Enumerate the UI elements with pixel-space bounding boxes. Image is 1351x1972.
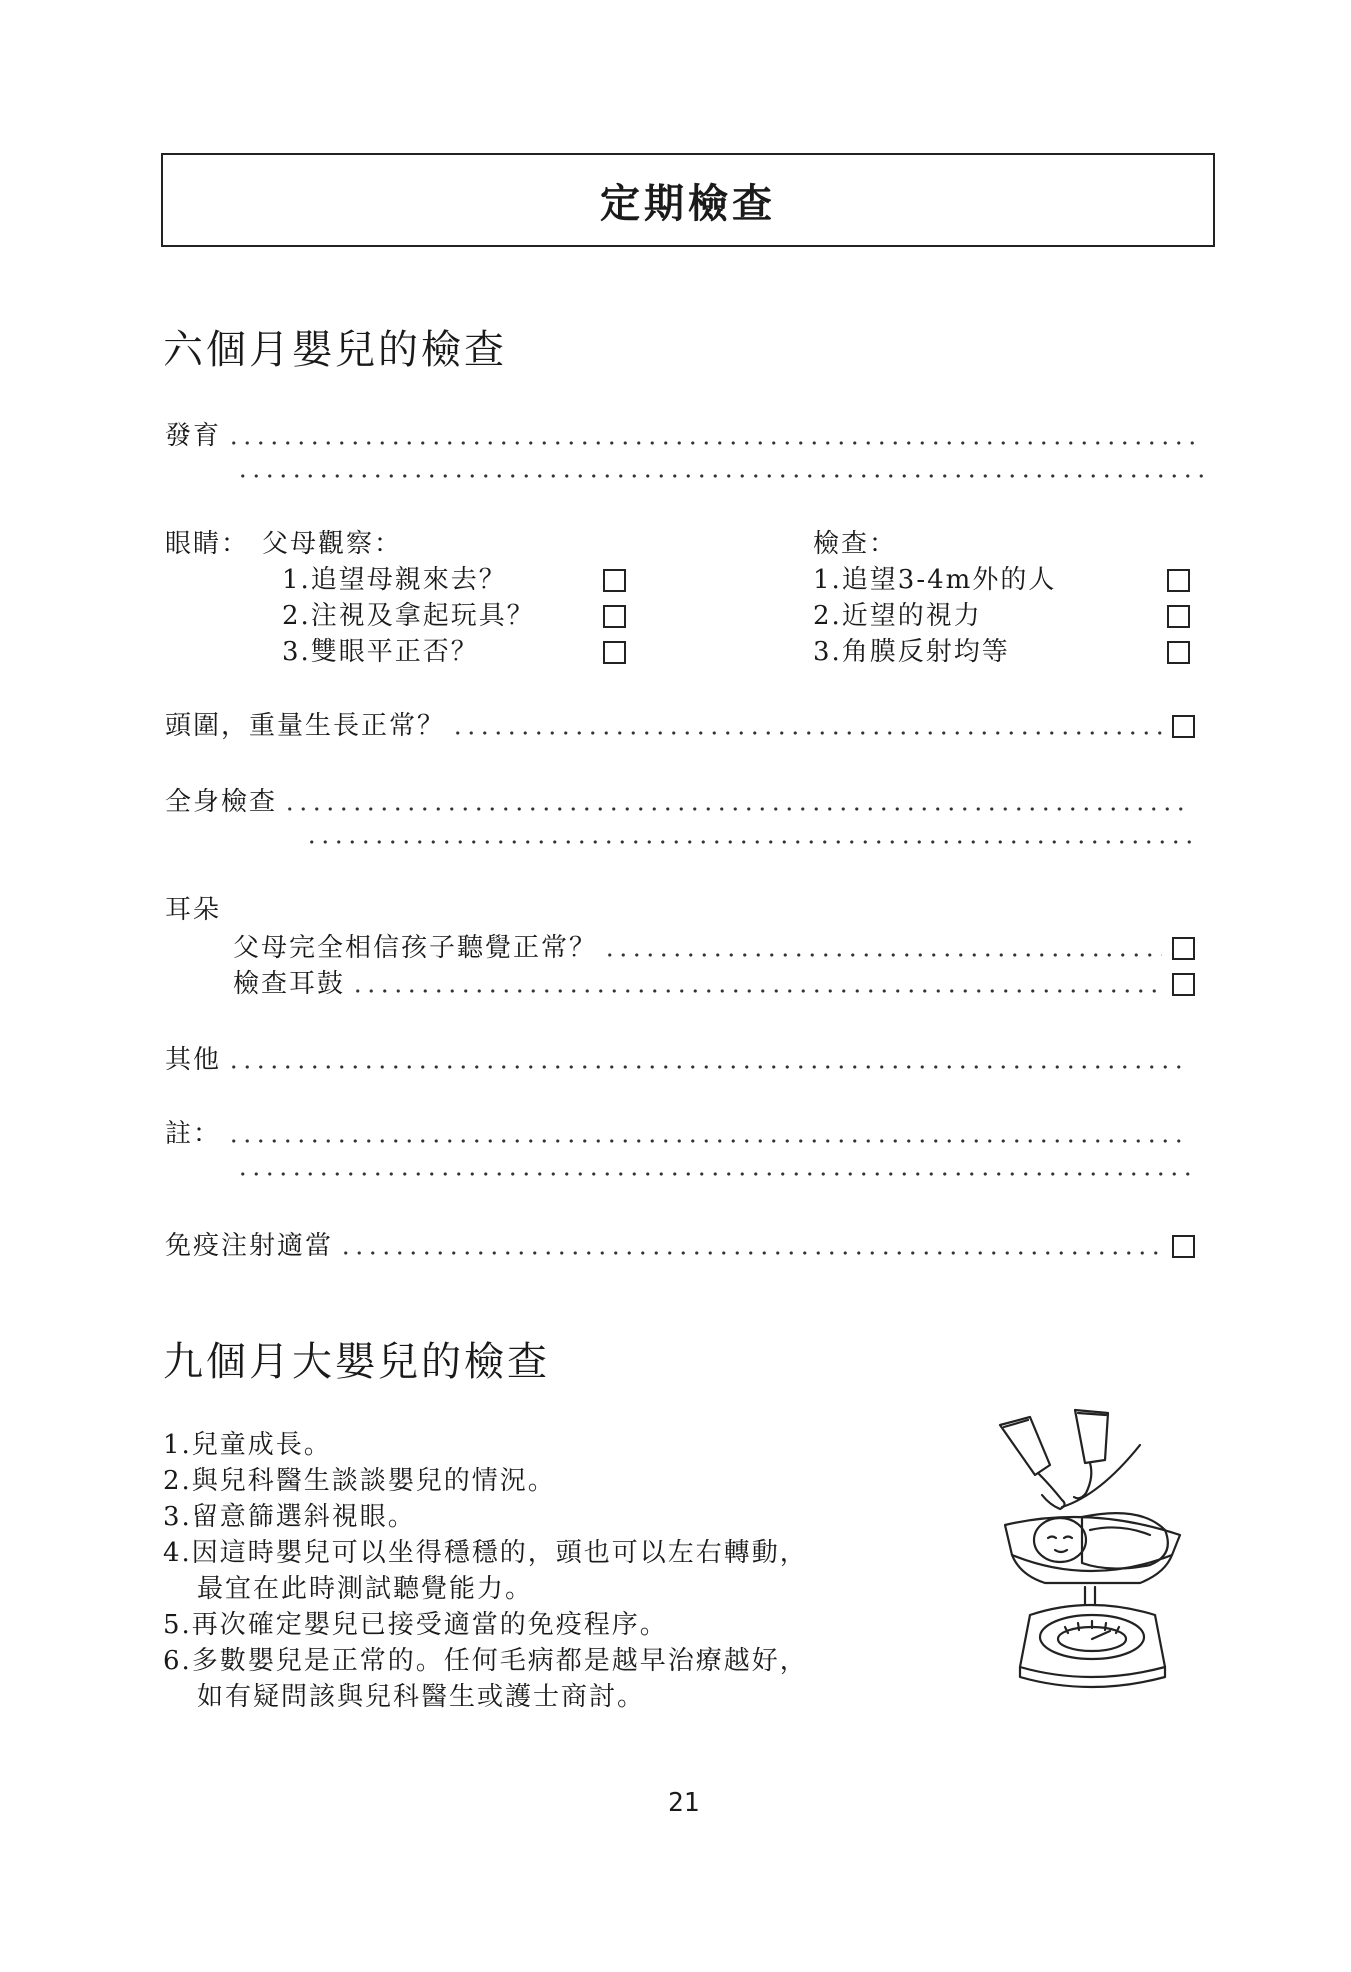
development-label: 發育 — [165, 421, 222, 451]
ears-item: 檢查耳鼓 — [233, 969, 346, 999]
list-item: 4.因這時嬰兒可以坐得穩穩的，頭也可以左右轉動， — [163, 1538, 808, 1568]
page-title: 定期檢查 — [600, 179, 776, 227]
dotted-line — [227, 1139, 1190, 1143]
development-row — [165, 420, 1210, 452]
full-body-row — [165, 786, 1200, 818]
checkbox[interactable] — [1167, 605, 1190, 628]
ears-row — [233, 932, 1195, 964]
exam-item: 3.角膜反射均等 — [813, 637, 1010, 667]
others-row — [165, 1044, 1200, 1076]
dotted-line — [351, 989, 1162, 993]
dotted-line — [236, 474, 1206, 478]
dotted-line — [236, 1172, 1196, 1176]
others-label: 其他 — [165, 1045, 222, 1075]
list-item: 1.兒童成長。 — [163, 1430, 332, 1460]
parent-observe-item: 3.雙眼平正否？ — [282, 637, 479, 667]
parent-observe-item: 2.注視及拿起玩具？ — [282, 601, 535, 631]
title-box — [161, 153, 1215, 247]
head-weight-label: 頭圍，重量生長正常？ — [165, 711, 446, 741]
dotted-line — [305, 840, 1195, 844]
list-item: 2.與兒科醫生談談嬰兒的情況。 — [163, 1466, 556, 1496]
section-nine-month-title: 九個月大嬰兒的檢查 — [163, 1339, 550, 1385]
baby-on-scale-illustration — [990, 1405, 1190, 1695]
notes-label: 註： — [165, 1119, 222, 1149]
notes-row — [165, 1118, 1200, 1150]
dotted-line — [283, 807, 1190, 811]
page-number: 21 — [668, 1788, 700, 1818]
immunization-label: 免疫注射適當 — [165, 1231, 334, 1261]
checkbox[interactable] — [1172, 937, 1195, 960]
checkbox[interactable] — [1172, 715, 1195, 738]
exam-item: 1.追望3-4m外的人 — [813, 565, 1057, 595]
dotted-line — [603, 953, 1162, 957]
checkbox[interactable] — [603, 569, 626, 592]
exam-item: 2.近望的視力 — [813, 601, 982, 631]
checkbox[interactable] — [1167, 569, 1190, 592]
list-item: 最宜在此時測試聽覺能力。 — [197, 1574, 534, 1604]
list-item: 如有疑問該與兒科醫生或護士商討。 — [197, 1682, 646, 1712]
nine-month-list — [163, 1427, 808, 1715]
section-six-month-title: 六個月嬰兒的檢查 — [163, 327, 507, 373]
dotted-line — [227, 1065, 1190, 1069]
checkbox[interactable] — [1172, 1235, 1195, 1258]
ears-item: 父母完全相信孩子聽覺正常？ — [233, 933, 598, 963]
parent-observe-item: 1.追望母親來去？ — [282, 565, 507, 595]
head-weight-row — [165, 710, 1195, 742]
ears-row — [233, 968, 1195, 1000]
dotted-line — [339, 1251, 1162, 1255]
full-body-label: 全身檢查 — [165, 787, 278, 817]
immunization-row — [165, 1230, 1195, 1262]
ears-label: 耳朵 — [165, 895, 222, 925]
parent-observe-label: 父母觀察： — [262, 529, 403, 559]
list-item: 5.再次確定嬰兒已接受適當的免疫程序。 — [163, 1610, 668, 1640]
dotted-line — [451, 731, 1162, 735]
checkbox[interactable] — [1167, 641, 1190, 664]
checkbox[interactable] — [1172, 973, 1195, 996]
checkbox[interactable] — [603, 605, 626, 628]
eyes-label: 眼睛： — [165, 529, 250, 559]
list-item: 3.留意篩選斜視眼。 — [163, 1502, 416, 1532]
exam-label: 檢查： — [813, 529, 898, 559]
dotted-line — [227, 441, 1200, 445]
checkbox[interactable] — [603, 641, 626, 664]
list-item: 6.多數嬰兒是正常的。任何毛病都是越早治療越好， — [163, 1646, 808, 1676]
